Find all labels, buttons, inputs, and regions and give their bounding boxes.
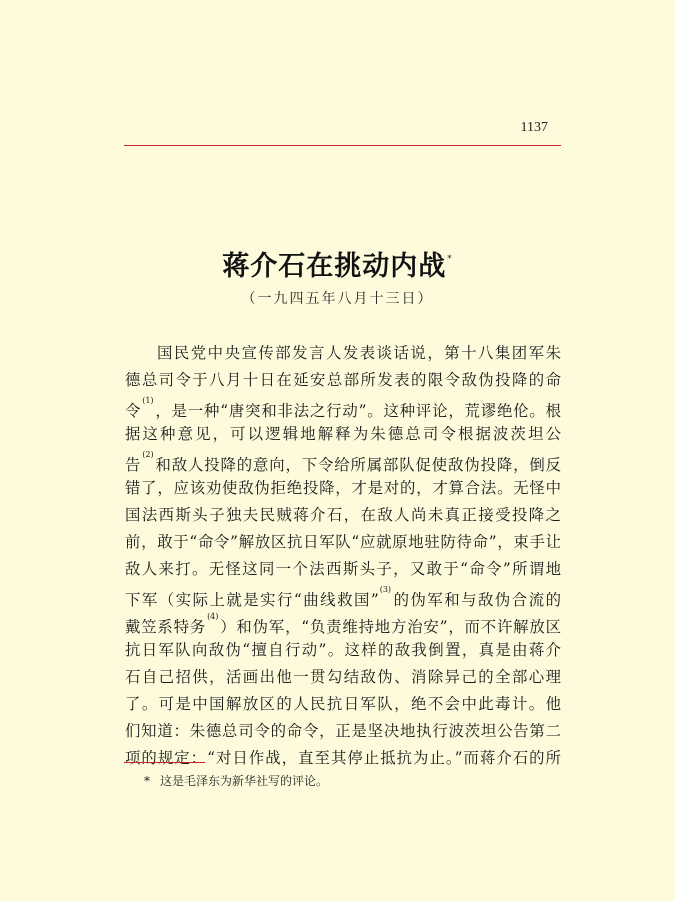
body-line: 石自己招供，活画出他一贯勾结敌伪、消除异己的全部心理	[125, 668, 561, 686]
footnote-ref: (4)	[207, 612, 219, 621]
body-line: 错了，应该劝使敌伪拒绝投降，才是对的，才算合法。无怪中	[125, 479, 561, 497]
body-line: 下军（实际上就是实行“曲线救国”$^{(3)}$的伪军和与敌伪合流的	[125, 585, 561, 610]
footnote-rule	[124, 762, 205, 763]
article-title-text: 蒋介石在挑动内战	[222, 251, 447, 282]
body-line: 前，敢于“命令”解放区抗日军队“应就原地驻防待命”，束手让	[125, 533, 561, 551]
footnote	[144, 772, 328, 789]
body-line: 们知道：朱德总司令的命令，正是坚决地执行波茨坦公告第二	[125, 722, 561, 740]
body-line: 国法西斯头子独夫民贼蒋介石，在敌人尚未真正接受投降之	[125, 506, 561, 524]
article-title	[0, 244, 675, 283]
body-text	[125, 340, 561, 772]
footnote-text: 这是毛泽东为新华社写的评论。	[160, 774, 329, 788]
header-rule	[124, 145, 561, 146]
body-line: 敌人来打。无怪这同一个法西斯头子，又敢于“命令”所谓地	[125, 560, 561, 578]
body-line: 国民党中央宣传部发言人发表谈话说，第十八集团军朱	[157, 344, 561, 362]
body-line: 据这种意见，可以逻辑地解释为朱德总司令根据波茨坦公	[125, 425, 561, 443]
footnote-ref: (2)	[142, 450, 154, 459]
article-date: （一九四五年八月十三日）	[241, 291, 434, 307]
body-line: 告$^{(2)}$和敌人投降的意向，下令给所属部队促使敌伪投降，倒反	[125, 450, 561, 475]
body-line: 戴笠系特务$^{(4)}$）和伪军，“负责维持地方治安”，而不许解放区	[125, 612, 561, 637]
body-line: 了。可是中国解放区的人民抗日军队，绝不会中此毒计。他	[125, 695, 561, 713]
footnote-ref: (1)	[142, 396, 154, 405]
footnote-mark: *	[144, 774, 150, 788]
title-footnote-mark: *	[447, 254, 453, 264]
page-number: 1137	[520, 120, 548, 135]
body-line: 项的规定：“对日作战，直至其停止抵抗为止。”而蒋介石的所	[125, 749, 561, 767]
body-line: 抗日军队向敌伪“擅自行动”。这样的敌我倒置，真是由蒋介	[125, 641, 561, 659]
footnote-ref: (3)	[379, 585, 392, 594]
body-line: 德总司令于八月十日在延安总部所发表的限令敌伪投降的命	[125, 371, 561, 389]
body-line: 令$^{(1)}$，是一种“唐突和非法之行动”。这种评论，荒谬绝伦。根	[125, 396, 561, 421]
